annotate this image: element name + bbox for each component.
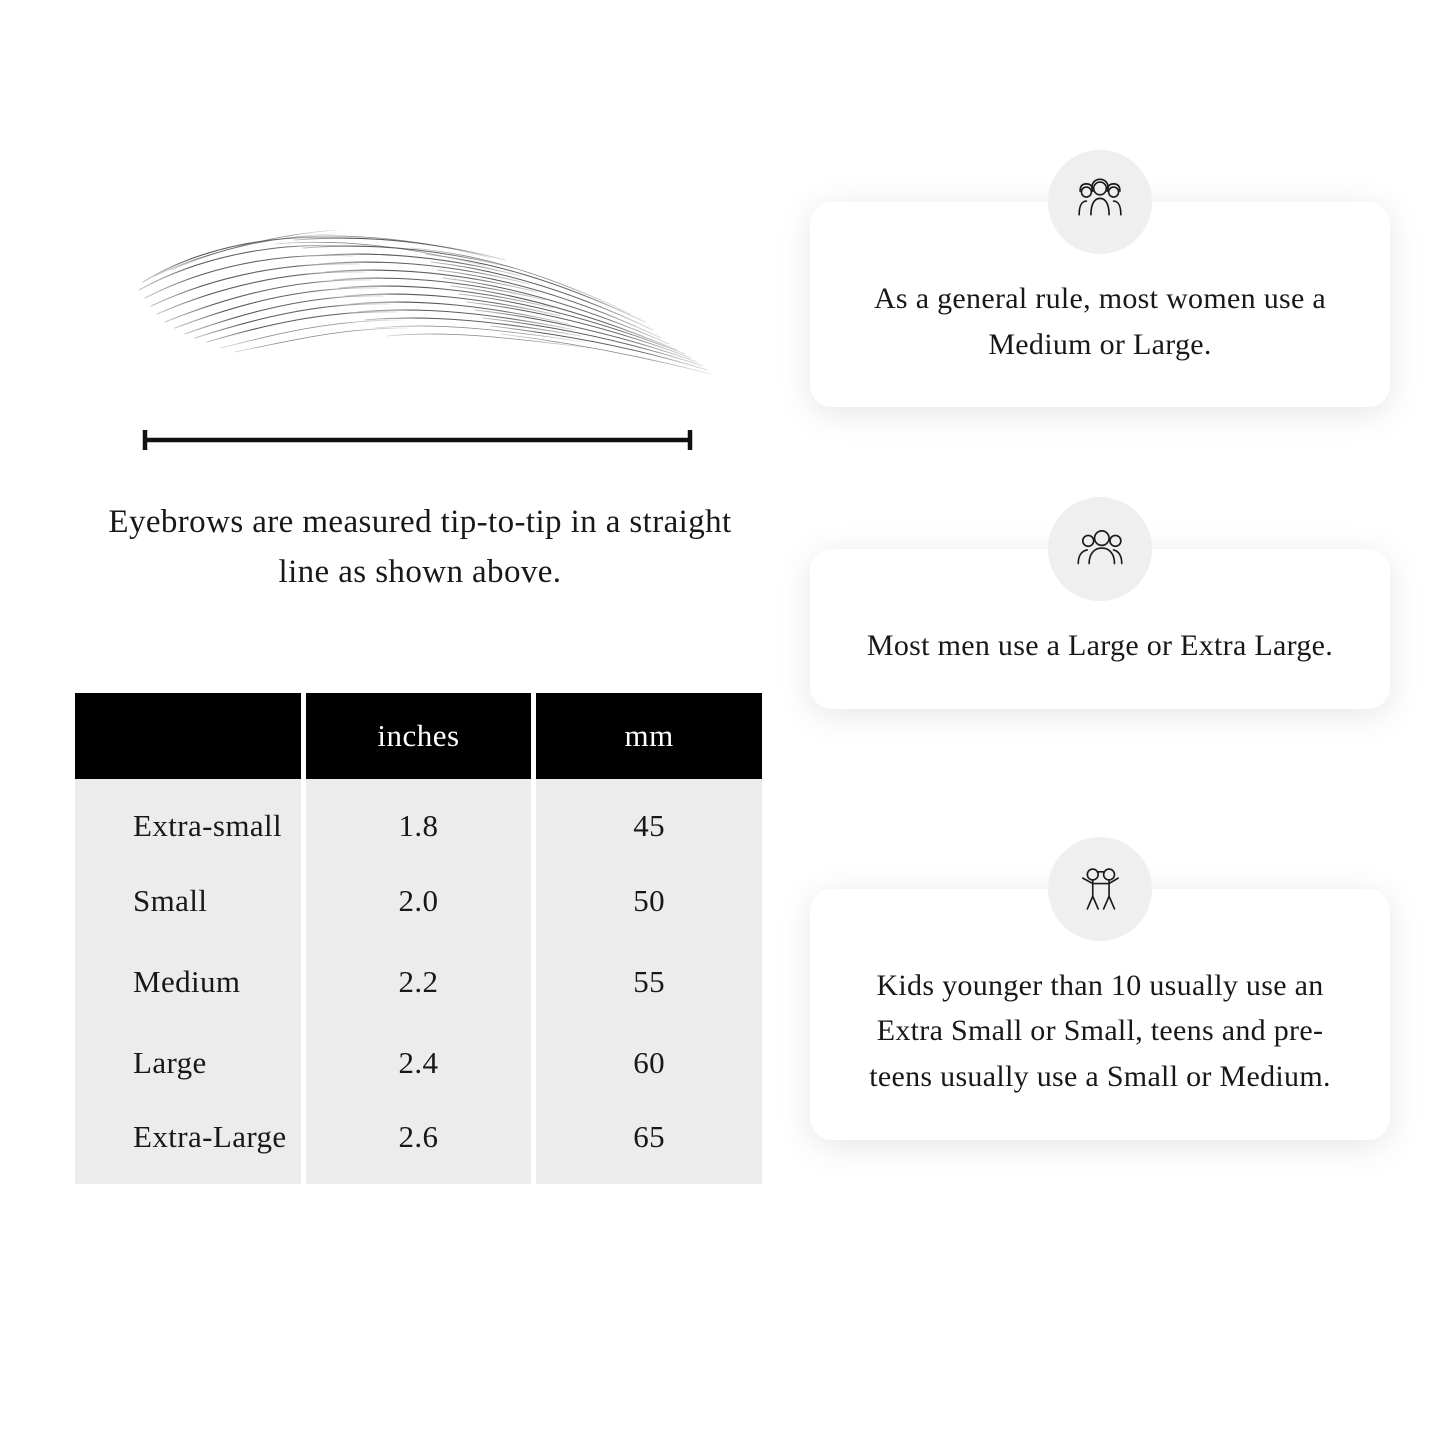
cell-inches: 2.2 (306, 941, 532, 1022)
cell-inches: 2.0 (306, 860, 532, 941)
cell-size: Small (75, 860, 301, 941)
eyebrow-illustration (125, 210, 725, 380)
cell-size: Medium (75, 941, 301, 1022)
table-header-inches: inches (306, 693, 532, 779)
cell-size: Extra-small (75, 779, 301, 860)
cell-mm: 45 (536, 779, 762, 860)
size-table (70, 693, 767, 1184)
men-group-icon (1048, 497, 1152, 601)
tip-card-kids (810, 889, 1390, 1140)
cell-inches: 2.4 (306, 1022, 532, 1103)
tip-card-women (810, 202, 1390, 407)
cell-mm: 55 (536, 941, 762, 1022)
table-row (75, 1103, 762, 1184)
table-header-row (75, 693, 762, 779)
cell-mm: 65 (536, 1103, 762, 1184)
measurement-caption: Eyebrows are measured tip-to-tip in a straight line as shown above. (108, 504, 732, 590)
card-spacer (810, 465, 1390, 497)
measurement-section (70, 150, 770, 597)
cell-inches: 1.8 (306, 779, 532, 860)
card-spacer (810, 767, 1390, 837)
tip-card-women-text: As a general rule, most women use a Medium or Large. (810, 202, 1390, 407)
cell-mm: 50 (536, 860, 762, 941)
cell-inches: 2.6 (306, 1103, 532, 1184)
kids-group-icon (1048, 837, 1152, 941)
tip-card-men (810, 549, 1390, 709)
tip-card-kids-text: Kids younger than 10 usually use an Extra Small or Small, teens and pre-teens usually use a Small or Medium. (810, 889, 1390, 1140)
table-row (75, 941, 762, 1022)
table-row (75, 860, 762, 941)
eyebrow-figure (70, 150, 770, 480)
table-row (75, 1022, 762, 1103)
cell-size: Large (75, 1022, 301, 1103)
cell-size: Extra-Large (75, 1103, 301, 1184)
tip-card-men-text: Most men use a Large or Extra Large. (810, 549, 1390, 709)
table-header-size (75, 693, 301, 779)
tips-section (810, 150, 1390, 1198)
women-group-icon (1048, 150, 1152, 254)
measurement-line (140, 428, 695, 452)
cell-mm: 60 (536, 1022, 762, 1103)
table-header-mm: mm (536, 693, 762, 779)
table-row (75, 779, 762, 860)
